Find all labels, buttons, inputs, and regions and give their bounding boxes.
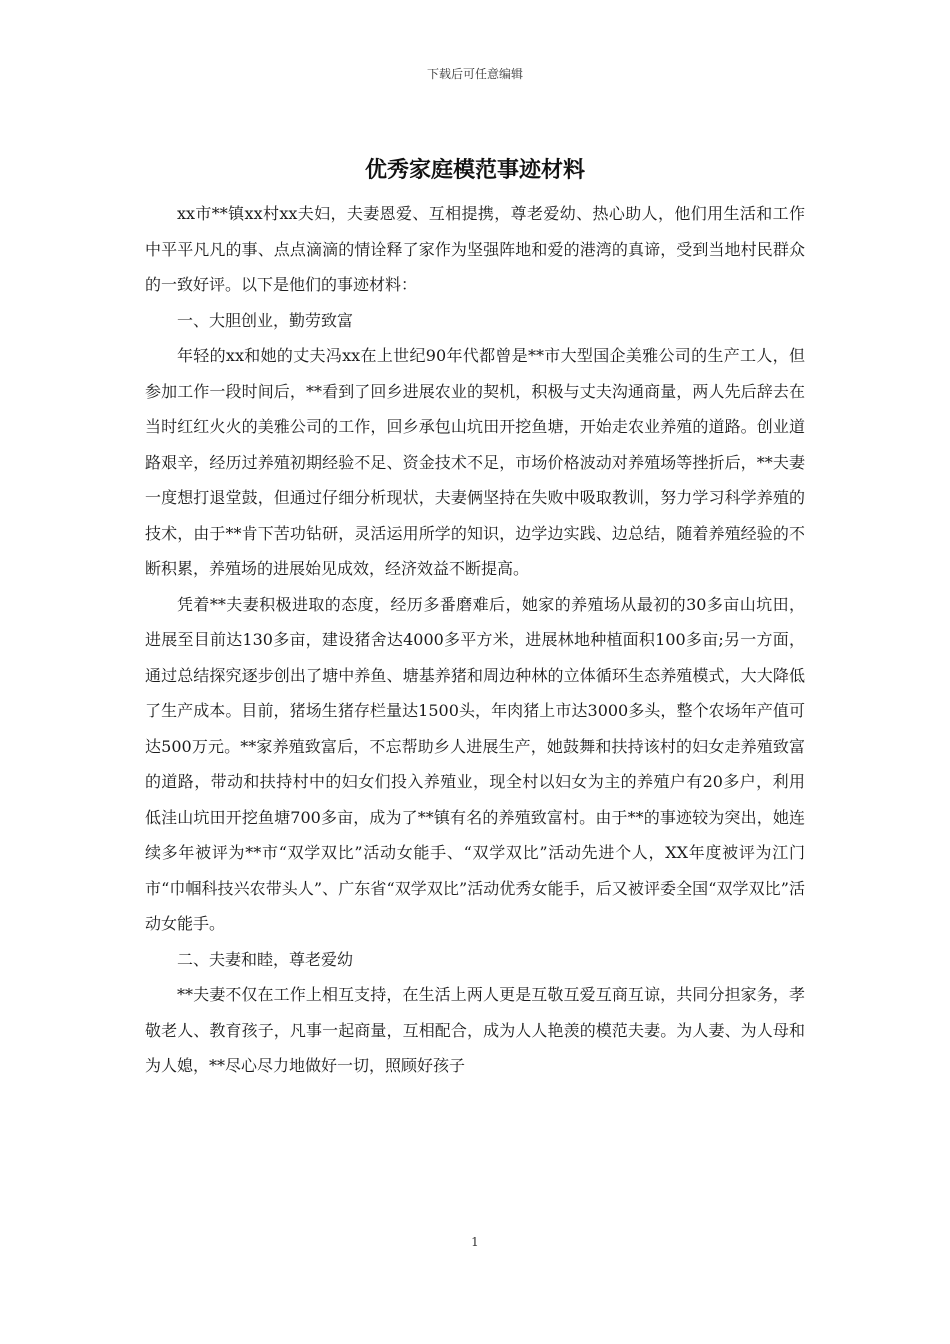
page-number: 1 — [471, 1235, 479, 1249]
section-heading-1: 一、大胆创业，勤劳致富 — [177, 310, 354, 330]
document-title: 优秀家庭模范事迹材料 — [364, 157, 585, 183]
body-paragraph: 凭着**夫妻积极进取的态度，经历多番磨难后，她家的养殖场从最初的30多亩山坑田，进展至目前达130多亩，建设猪舍达4000多平方米，进展林地种植面积100多亩;另一方面，通过总结探究逐步创出了塘中养鱼、塘基养猪和周边种林的立体循环生态养殖模式，大大降低了生产成本。目前，猪场生猪存栏量达1500头，年肉猪上市达3000多头，整个农场年产值可达500万元。**家养殖致富后，不忘帮助乡人进展生产，她鼓舞和扶持该村的妇女走养殖致富的道路，带动和扶持村中的妇女们投入养殖业，现全村以妇女为主的养殖户有20多户，利用低洼山坑田开挖鱼塘700多亩，成为了**镇有名的养殖致富村。由于**的事迹较为突出，她连续多年被评为**市“双学双比”活动女能手、“双学双比”活动先进个人，XX年度被评为江门市“巾帼科技兴农带头人”、广东省“双学双比”活动优秀女能手，后又被评委全国“双学双比”活动女能手。 — [145, 594, 805, 933]
page-header: 下载后可任意编辑 — [426, 67, 523, 81]
intro-paragraph: xx市**镇xx村xx夫妇，夫妻恩爱、互相提携，尊老爱幼、热心助人，他们用生活和工作中平平凡凡的事、点点滴滴的情诠释了家作为坚强阵地和爱的港湾的真谛，受到当地村民群众的一致好评。以下是他们的事迹材料： — [145, 204, 805, 294]
body-paragraph: **夫妻不仅在工作上相互支持，在生活上两人更是互敬互爱互商互谅，共同分担家务，孝敬老人、教育孩子，凡事一起商量，互相配合，成为人人艳羡的模范夫妻。为人妻、为人母和为人媳，**尽心尽力地做好一切，照顾好孩子 — [145, 985, 805, 1075]
document-body — [145, 196, 805, 1084]
section-heading-2: 二、夫妻和睦，尊老爱幼 — [177, 949, 354, 969]
body-paragraph: 年轻的xx和她的丈夫冯xx在上世纪90年代都曾是**市大型国企美雅公司的生产工人，但参加工作一段时间后，**看到了回乡进展农业的契机，积极与丈夫沟通商量，两人先后辞去在当时红红火火的美雅公司的工作，回乡承包山坑田开挖鱼塘，开始走农业养殖的道路。创业道路艰辛，经历过养殖初期经验不足、资金技术不足，市场价格波动对养殖场等挫折后，**夫妻一度想打退堂鼓，但通过仔细分析现状，夫妻俩坚持在失败中吸取教训，努力学习科学养殖的技术，由于**肯下苦功钻研，灵活运用所学的知识，边学边实践、边总结，随着养殖经验的不断积累，养殖场的进展始见成效，经济效益不断提高。 — [145, 346, 805, 578]
